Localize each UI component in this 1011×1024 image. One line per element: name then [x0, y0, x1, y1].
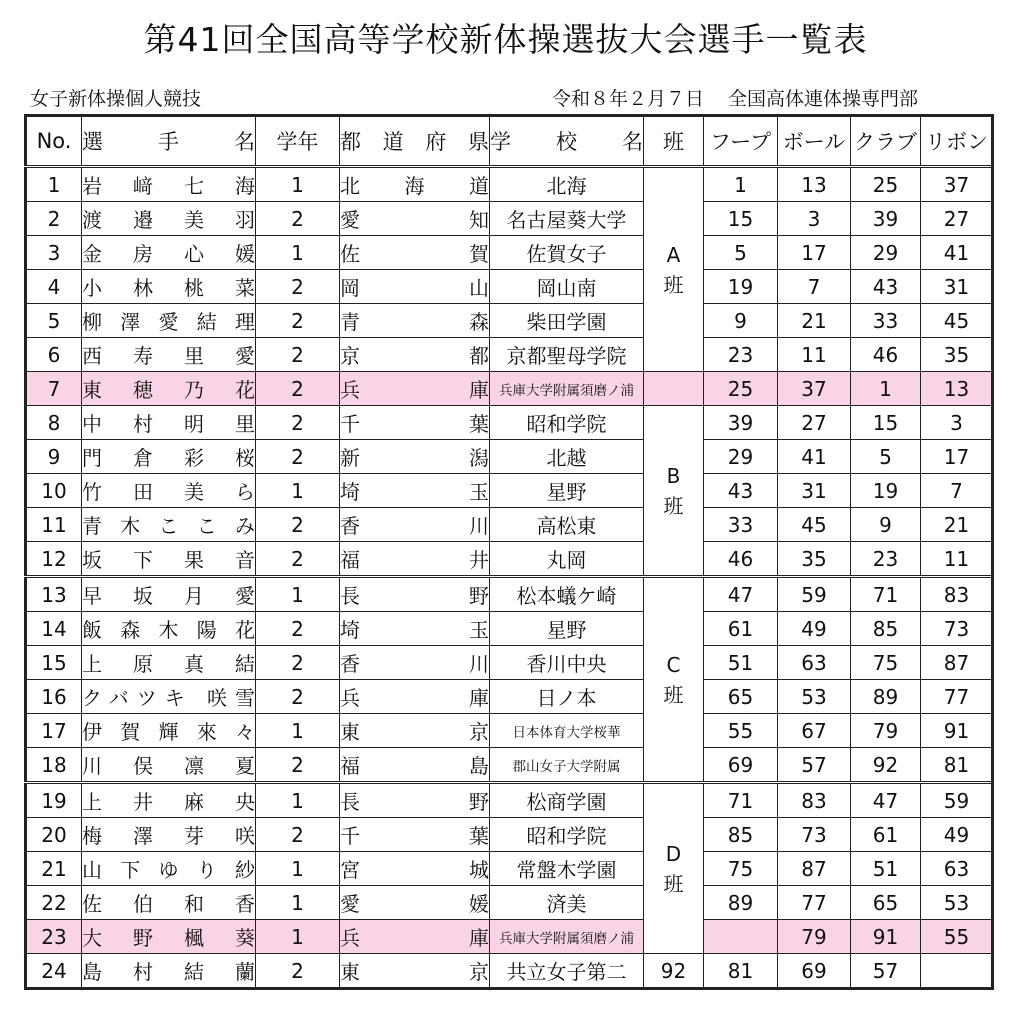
table-row — [26, 612, 993, 646]
cell-hoop: 29 — [704, 440, 778, 474]
cell-grade: 2 — [256, 372, 340, 406]
cell-hoop: 25 — [704, 372, 778, 406]
cell-pref: 岡山 — [340, 270, 490, 304]
cell-ribbon: 3 — [921, 406, 993, 440]
cell-hoop: 85 — [704, 818, 778, 852]
cell-school: 佐賀女子 — [490, 236, 644, 270]
cell-clubs: 71 — [851, 577, 921, 612]
cell-name: 坂下果音 — [82, 542, 256, 577]
cell-school: 名古屋葵大学 — [490, 202, 644, 236]
cell-pref: 兵庫 — [340, 680, 490, 714]
cell-ball: 83 — [778, 783, 851, 818]
cell-grade: 2 — [256, 270, 340, 304]
table-row — [26, 852, 993, 886]
cell-clubs: 5 — [851, 440, 921, 474]
cell-clubs: 85 — [851, 612, 921, 646]
table-row — [26, 577, 993, 612]
cell-ribbon: 35 — [921, 338, 993, 372]
cell-hoop: 19 — [704, 270, 778, 304]
cell-clubs: 92 — [851, 748, 921, 783]
table-row — [26, 474, 993, 508]
cell-name: 上井麻央 — [82, 783, 256, 818]
cell-no: 19 — [26, 783, 82, 818]
cell-no: 16 — [26, 680, 82, 714]
cell-no: 15 — [26, 646, 82, 680]
cell-pref: 愛知 — [340, 202, 490, 236]
cell-school: 済美 — [490, 886, 644, 920]
cell-no: 8 — [26, 406, 82, 440]
roster-body — [26, 167, 993, 989]
cell-group-d — [644, 783, 704, 954]
cell-name: 柳澤愛結理 — [82, 304, 256, 338]
cell-name: 小林桃菜 — [82, 270, 256, 304]
cell-pref: 東京 — [340, 954, 490, 989]
cell-pref: 兵庫 — [340, 372, 490, 406]
col-clubs: クラブ — [851, 116, 921, 167]
table-row — [26, 783, 993, 818]
table-row — [26, 542, 993, 577]
cell-grade: 1 — [256, 783, 340, 818]
cell-clubs: 9 — [851, 508, 921, 542]
cell-pref: 香川 — [340, 508, 490, 542]
table-row — [26, 646, 993, 680]
cell-no: 2 — [26, 202, 82, 236]
group-suffix: 班 — [663, 871, 684, 896]
cell-pref: 宮城 — [340, 852, 490, 886]
cell-school: 共立女子第二 — [490, 954, 644, 989]
col-pref: 都道府県 — [340, 116, 490, 167]
cell-ribbon: 11 — [921, 542, 993, 577]
cell-hoop: 5 — [704, 236, 778, 270]
cell-grade: 2 — [256, 954, 340, 989]
cell-hoop: 79 — [778, 920, 851, 954]
cell-grade: 1 — [256, 577, 340, 612]
cell-ball: 13 — [778, 167, 851, 202]
page-title: 第41回全国高等学校新体操選抜大会選手一覧表 — [143, 20, 868, 59]
cell-school: 北海 — [490, 167, 644, 202]
cell-no: 1 — [26, 167, 82, 202]
cell-ball: 27 — [778, 406, 851, 440]
cell-grade: 2 — [256, 542, 340, 577]
cell-name: 梅澤芽咲 — [82, 818, 256, 852]
cell-clubs: 25 — [851, 167, 921, 202]
cell-name: 山下ゆり紗 — [82, 852, 256, 886]
cell-school: 星野 — [490, 612, 644, 646]
cell-ball: 37 — [778, 372, 851, 406]
cell-name: 伊賀輝來々 — [82, 714, 256, 748]
table-row — [26, 236, 993, 270]
cell-ball: 57 — [778, 748, 851, 783]
cell-clubs: 1 — [851, 372, 921, 406]
cell-grade: 2 — [256, 680, 340, 714]
cell-hoop: 92 — [644, 954, 704, 989]
table-row — [26, 818, 993, 852]
cell-pref: 福島 — [340, 748, 490, 783]
cell-grade: 2 — [256, 818, 340, 852]
table-row — [26, 920, 993, 954]
event-name: 女子新体操個人競技 — [30, 88, 202, 110]
cell-name: クバツキ 咲雪 — [82, 680, 256, 714]
cell-grade: 1 — [256, 886, 340, 920]
table-row — [26, 440, 993, 474]
cell-ball: 7 — [778, 270, 851, 304]
cell-grade: 2 — [256, 202, 340, 236]
table-row — [26, 202, 993, 236]
cell-no: 24 — [26, 954, 82, 989]
cell-grade: 2 — [256, 508, 340, 542]
col-group: 班 — [644, 116, 704, 167]
cell-ribbon: 53 — [921, 886, 993, 920]
col-ribbon: リボン — [921, 116, 993, 167]
cell-pref: 佐賀 — [340, 236, 490, 270]
cell-clubs: 15 — [851, 406, 921, 440]
cell-name: 竹田美ら — [82, 474, 256, 508]
cell-clubs: 55 — [921, 920, 993, 954]
table-row — [26, 508, 993, 542]
cell-no: 11 — [26, 508, 82, 542]
cell-grade: 1 — [256, 920, 340, 954]
cell-no: 14 — [26, 612, 82, 646]
cell-pref: 青森 — [340, 304, 490, 338]
cell-name: 大野楓葵 — [82, 920, 256, 954]
cell-ball: 35 — [778, 542, 851, 577]
cell-ribbon: 49 — [921, 818, 993, 852]
cell-ball: 45 — [778, 508, 851, 542]
cell-name: 金房心媛 — [82, 236, 256, 270]
col-name: 選手名 — [82, 116, 256, 167]
cell-ball: 81 — [704, 954, 778, 989]
table-row — [26, 748, 993, 783]
cell-hoop: 65 — [704, 680, 778, 714]
cell-name: 門倉彩桜 — [82, 440, 256, 474]
cell-pref: 愛媛 — [340, 886, 490, 920]
cell-name: 佐伯和香 — [82, 886, 256, 920]
cell-ribbon: 81 — [921, 748, 993, 783]
cell-no: 21 — [26, 852, 82, 886]
cell-grade: 2 — [256, 338, 340, 372]
cell-no: 20 — [26, 818, 82, 852]
table-row — [26, 167, 993, 202]
cell-name: 川俣凛夏 — [82, 748, 256, 783]
cell-name: 飯森木陽花 — [82, 612, 256, 646]
table-row — [26, 338, 993, 372]
cell-ball: 77 — [778, 886, 851, 920]
cell-group-c — [644, 577, 704, 783]
cell-school: 松商学園 — [490, 783, 644, 818]
col-hoop: フープ — [704, 116, 778, 167]
cell-ball: 63 — [778, 646, 851, 680]
cell-ribbon: 91 — [921, 714, 993, 748]
cell-school: 松本蟻ケ崎 — [490, 577, 644, 612]
cell-no: 22 — [26, 886, 82, 920]
cell-school: 岡山南 — [490, 270, 644, 304]
header-row — [26, 116, 993, 167]
cell-school: 日ノ本 — [490, 680, 644, 714]
cell-clubs: 33 — [851, 304, 921, 338]
cell-clubs: 79 — [851, 714, 921, 748]
organizer: 全国高体連体操専門部 — [728, 88, 919, 110]
cell-no: 23 — [26, 920, 82, 954]
cell-name: 岩﨑七海 — [82, 167, 256, 202]
cell-ball: 17 — [778, 236, 851, 270]
table-row — [26, 406, 993, 440]
cell-school: 郡山女子大学附属 — [490, 748, 644, 783]
cell-grade: 1 — [256, 474, 340, 508]
cell-group-a — [644, 167, 704, 372]
cell-ball: 53 — [778, 680, 851, 714]
group-suffix: 班 — [663, 682, 684, 707]
cell-school: 常盤木学園 — [490, 852, 644, 886]
cell-group-b — [644, 406, 704, 577]
cell-clubs: 19 — [851, 474, 921, 508]
cell-ball: 21 — [778, 304, 851, 338]
cell-hoop: 71 — [704, 783, 778, 818]
cell-group-empty — [704, 920, 778, 954]
cell-ribbon: 73 — [921, 612, 993, 646]
cell-clubs: 46 — [851, 338, 921, 372]
event-date: 令和８年２月７日 — [552, 88, 705, 110]
cell-name: 上原真結 — [82, 646, 256, 680]
cell-clubs: 23 — [851, 542, 921, 577]
cell-school: 兵庫大学附属須磨ノ浦 — [490, 372, 644, 406]
cell-no: 17 — [26, 714, 82, 748]
cell-grade: 2 — [256, 406, 340, 440]
table-row — [26, 954, 993, 989]
cell-ribbon: 77 — [921, 680, 993, 714]
col-grade: 学年 — [256, 116, 340, 167]
cell-hoop: 46 — [704, 542, 778, 577]
cell-clubs: 75 — [851, 646, 921, 680]
cell-pref: 北海道 — [340, 167, 490, 202]
cell-ball: 73 — [778, 818, 851, 852]
cell-name: 青木ここみ — [82, 508, 256, 542]
cell-name: 西寿里愛 — [82, 338, 256, 372]
group-suffix: 班 — [663, 493, 684, 518]
cell-ribbon: 59 — [921, 783, 993, 818]
cell-group-empty — [644, 372, 704, 406]
cell-name: 早坂月愛 — [82, 577, 256, 612]
cell-no: 18 — [26, 748, 82, 783]
cell-ribbon: 21 — [921, 508, 993, 542]
cell-clubs: 61 — [851, 818, 921, 852]
cell-school: 星野 — [490, 474, 644, 508]
col-school: 学校名 — [490, 116, 644, 167]
cell-ball: 41 — [778, 440, 851, 474]
cell-ball: 87 — [778, 852, 851, 886]
cell-school: 丸岡 — [490, 542, 644, 577]
cell-grade: 1 — [256, 236, 340, 270]
cell-name: 東穂乃花 — [82, 372, 256, 406]
cell-clubs: 65 — [851, 886, 921, 920]
cell-no: 3 — [26, 236, 82, 270]
cell-pref: 長野 — [340, 783, 490, 818]
group-letter: C — [666, 652, 681, 677]
cell-ribbon: 41 — [921, 236, 993, 270]
cell-hoop: 39 — [704, 406, 778, 440]
cell-grade: 2 — [256, 304, 340, 338]
cell-ribbon: 27 — [921, 202, 993, 236]
cell-no: 5 — [26, 304, 82, 338]
col-ball: ボール — [778, 116, 851, 167]
cell-pref: 兵庫 — [340, 920, 490, 954]
cell-ball: 3 — [778, 202, 851, 236]
cell-pref: 福井 — [340, 542, 490, 577]
cell-school: 兵庫大学附属須磨ノ浦 — [490, 920, 644, 954]
cell-grade: 1 — [256, 714, 340, 748]
table-row — [26, 270, 993, 304]
cell-name: 渡邉美羽 — [82, 202, 256, 236]
col-no: No. — [26, 116, 82, 167]
cell-grade: 2 — [256, 440, 340, 474]
cell-hoop: 15 — [704, 202, 778, 236]
cell-ball: 49 — [778, 612, 851, 646]
cell-pref: 埼玉 — [340, 474, 490, 508]
cell-ribbon: 13 — [921, 372, 993, 406]
group-letter: B — [666, 463, 681, 488]
table-row — [26, 372, 993, 406]
cell-hoop: 69 — [704, 748, 778, 783]
group-letter: D — [665, 841, 682, 866]
cell-hoop: 75 — [704, 852, 778, 886]
table-row — [26, 714, 993, 748]
cell-ball: 59 — [778, 577, 851, 612]
cell-ribbon: 17 — [921, 440, 993, 474]
cell-hoop: 89 — [704, 886, 778, 920]
cell-no: 13 — [26, 577, 82, 612]
cell-hoop: 51 — [704, 646, 778, 680]
cell-no: 6 — [26, 338, 82, 372]
cell-clubs: 69 — [778, 954, 851, 989]
cell-grade: 1 — [256, 167, 340, 202]
table-row — [26, 680, 993, 714]
cell-hoop: 61 — [704, 612, 778, 646]
cell-clubs: 43 — [851, 270, 921, 304]
cell-name: 中村明里 — [82, 406, 256, 440]
cell-ribbon: 57 — [851, 954, 921, 989]
cell-no: 7 — [26, 372, 82, 406]
cell-clubs: 29 — [851, 236, 921, 270]
cell-clubs: 89 — [851, 680, 921, 714]
cell-ribbon: 87 — [921, 646, 993, 680]
cell-school: 高松東 — [490, 508, 644, 542]
cell-ribbon: 63 — [921, 852, 993, 886]
cell-clubs: 47 — [851, 783, 921, 818]
cell-ball: 91 — [851, 920, 921, 954]
cell-pref: 長野 — [340, 577, 490, 612]
cell-ribbon: 45 — [921, 304, 993, 338]
cell-school: 昭和学院 — [490, 406, 644, 440]
cell-ribbon: 83 — [921, 577, 993, 612]
cell-hoop: 47 — [704, 577, 778, 612]
cell-ball: 11 — [778, 338, 851, 372]
table-row — [26, 304, 993, 338]
cell-name: 島村結蘭 — [82, 954, 256, 989]
cell-ball: 31 — [778, 474, 851, 508]
cell-ribbon: 37 — [921, 167, 993, 202]
cell-no: 10 — [26, 474, 82, 508]
group-letter: A — [666, 242, 681, 267]
cell-ribbon: 31 — [921, 270, 993, 304]
cell-grade: 1 — [256, 852, 340, 886]
cell-school: 昭和学院 — [490, 818, 644, 852]
cell-hoop: 1 — [704, 167, 778, 202]
cell-pref: 京都 — [340, 338, 490, 372]
cell-pref: 千葉 — [340, 818, 490, 852]
cell-school: 香川中央 — [490, 646, 644, 680]
cell-grade: 2 — [256, 646, 340, 680]
cell-pref: 埼玉 — [340, 612, 490, 646]
cell-pref: 香川 — [340, 646, 490, 680]
cell-no: 4 — [26, 270, 82, 304]
group-suffix: 班 — [663, 272, 684, 297]
roster-table — [24, 114, 994, 990]
cell-pref: 千葉 — [340, 406, 490, 440]
cell-school: 京都聖母学院 — [490, 338, 644, 372]
cell-hoop: 23 — [704, 338, 778, 372]
cell-hoop: 9 — [704, 304, 778, 338]
cell-school: 日本体育大学桜華 — [490, 714, 644, 748]
cell-no: 12 — [26, 542, 82, 577]
cell-clubs: 39 — [851, 202, 921, 236]
cell-school: 北越 — [490, 440, 644, 474]
table-row — [26, 886, 993, 920]
cell-grade: 2 — [256, 612, 340, 646]
header-meta — [552, 84, 918, 111]
cell-ribbon: 7 — [921, 474, 993, 508]
cell-grade: 2 — [256, 748, 340, 783]
cell-hoop: 33 — [704, 508, 778, 542]
cell-clubs: 51 — [851, 852, 921, 886]
cell-school: 柴田学園 — [490, 304, 644, 338]
cell-no: 9 — [26, 440, 82, 474]
cell-ball: 67 — [778, 714, 851, 748]
cell-pref: 東京 — [340, 714, 490, 748]
cell-pref: 新潟 — [340, 440, 490, 474]
cell-hoop: 55 — [704, 714, 778, 748]
cell-hoop: 43 — [704, 474, 778, 508]
